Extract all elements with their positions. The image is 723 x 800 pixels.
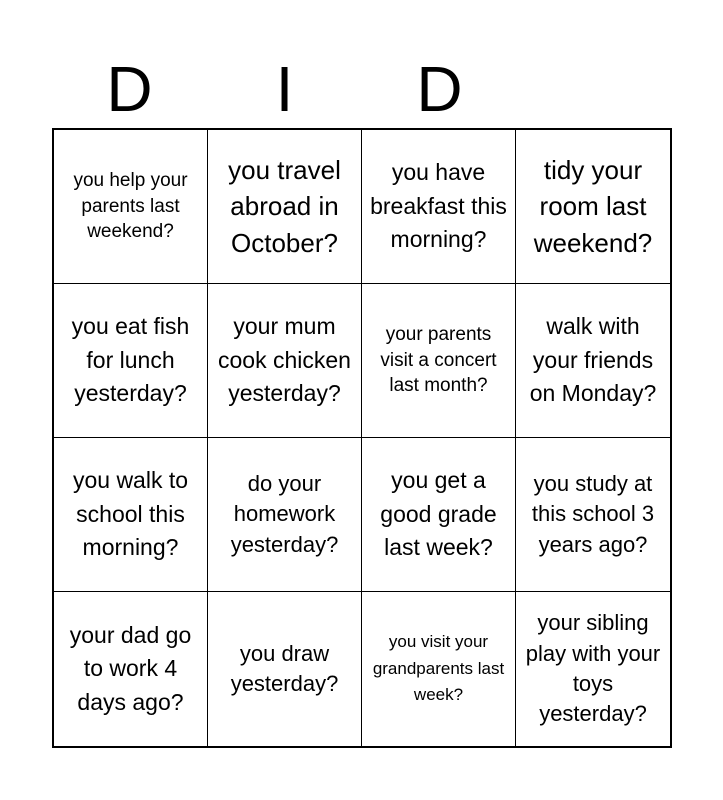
- bingo-cell[interactable]: [362, 592, 516, 746]
- cell-text: you visit your grandparents last week?: [372, 632, 505, 705]
- bingo-cell[interactable]: [54, 130, 208, 284]
- cell-text: your parents visit a concert last month?: [380, 324, 497, 397]
- bingo-cell[interactable]: [516, 592, 670, 746]
- cell-text: you help your parents last weekend?: [73, 170, 188, 243]
- cell-text: you draw yesterday?: [230, 640, 339, 696]
- header-letter-d-second: D: [416, 53, 463, 125]
- cell-text: you have breakfast this morning?: [370, 159, 507, 253]
- cell-text: you eat fish for lunch yesterday?: [71, 313, 190, 407]
- bingo-header: [52, 50, 672, 128]
- bingo-cell[interactable]: [54, 592, 208, 746]
- cell-text: do your homework yesterday?: [230, 470, 339, 557]
- bingo-cell[interactable]: [362, 284, 516, 438]
- cell-text: you get a good grade last week?: [380, 467, 497, 561]
- header-letter-d: D: [106, 53, 153, 125]
- bingo-cell[interactable]: [516, 438, 670, 592]
- bingo-cell[interactable]: [208, 284, 362, 438]
- bingo-cell[interactable]: [208, 592, 362, 746]
- bingo-cell[interactable]: [362, 130, 516, 284]
- bingo-cell[interactable]: [516, 130, 670, 284]
- cell-text: you study at this school 3 years ago?: [531, 470, 655, 557]
- bingo-cell[interactable]: [208, 438, 362, 592]
- bingo-cell[interactable]: [208, 130, 362, 284]
- header-letter-empty: [517, 50, 672, 128]
- bingo-board: [52, 128, 672, 748]
- bingo-cell[interactable]: [54, 284, 208, 438]
- header-letter-i: I: [275, 53, 294, 125]
- cell-text: your sibling play with your toys yesterday?: [525, 610, 661, 727]
- cell-text: tidy your room last weekend?: [533, 154, 653, 258]
- cell-text: you walk to school this morning?: [72, 467, 189, 561]
- bingo-cell[interactable]: [362, 438, 516, 592]
- bingo-cell[interactable]: [516, 284, 670, 438]
- cell-text: walk with your friends on Monday?: [529, 313, 657, 407]
- cell-text: your mum cook chicken yesterday?: [218, 313, 351, 407]
- bingo-cell[interactable]: [54, 438, 208, 592]
- cell-text: you travel abroad in October?: [228, 154, 341, 258]
- cell-text: your dad go to work 4 days ago?: [69, 621, 192, 715]
